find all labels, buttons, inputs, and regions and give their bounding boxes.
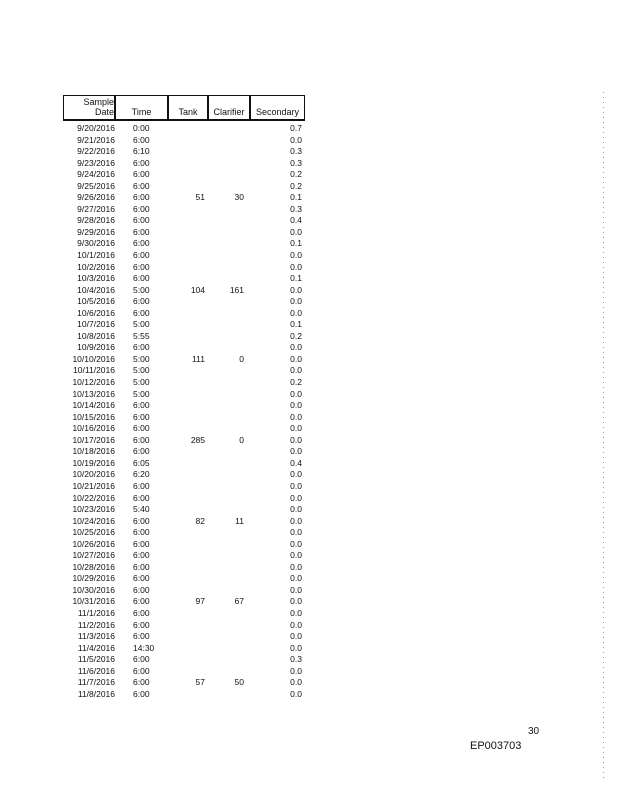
cell-time: 6:00: [133, 596, 150, 607]
cell-time: 6:00: [133, 203, 150, 214]
cell-date: 10/9/2016: [77, 342, 115, 353]
table-row: [63, 666, 305, 678]
cell-time: 6:00: [133, 654, 150, 665]
cell-date: 11/2/2016: [77, 619, 115, 630]
cell-date: 10/22/2016: [72, 492, 115, 503]
cell-time: 5:40: [133, 504, 150, 515]
cell-secondary: 0.0: [290, 642, 302, 653]
table-row: [63, 146, 305, 158]
cell-date: 10/6/2016: [77, 307, 115, 318]
cell-date: 10/12/2016: [72, 377, 115, 388]
cell-secondary: 0.7: [290, 123, 302, 133]
table-header: [63, 95, 305, 123]
header-tank: Tank: [168, 95, 208, 121]
cell-time: 6:00: [133, 584, 150, 595]
cell-date: 9/21/2016: [77, 134, 115, 145]
cell-tank: 111: [192, 353, 205, 364]
cell-secondary: 0.0: [290, 550, 302, 561]
cell-time: 6:00: [133, 688, 150, 699]
cell-date: 10/21/2016: [72, 480, 115, 491]
cell-clarifier: 161: [229, 284, 244, 295]
cell-date: 10/11/2016: [73, 365, 115, 376]
cell-date: 10/18/2016: [72, 446, 115, 457]
cell-time: 6:00: [133, 677, 150, 688]
table-row: [63, 493, 305, 505]
table-row: [63, 192, 305, 204]
cell-date: 9/25/2016: [77, 180, 115, 191]
table-row: [63, 562, 305, 574]
cell-time: 5:00: [133, 388, 150, 399]
cell-time: 6:10: [133, 146, 150, 157]
table-row: [63, 504, 305, 516]
table-row: [63, 527, 305, 539]
cell-date: 10/7/2016: [77, 319, 115, 330]
cell-time: 5:00: [133, 365, 150, 376]
cell-secondary: 0.0: [290, 596, 302, 607]
cell-date: 10/27/2016: [72, 550, 115, 561]
cell-time: 6:00: [133, 411, 150, 422]
table-row: [63, 677, 305, 689]
table-body: [63, 123, 305, 700]
cell-time: 6:00: [133, 226, 150, 237]
table-row: [63, 539, 305, 551]
cell-time: 6:00: [133, 238, 150, 249]
table-row: [63, 481, 305, 493]
cell-secondary: 0.0: [290, 607, 302, 618]
cell-secondary: 0.0: [290, 400, 302, 411]
cell-time: 6:00: [133, 180, 150, 191]
table-row: [63, 296, 305, 308]
cell-time: 6:00: [133, 480, 150, 491]
page-edge-divider: [603, 92, 604, 782]
cell-date: 10/17/2016: [72, 434, 115, 445]
cell-clarifier: 30: [234, 192, 244, 203]
cell-secondary: 0.0: [290, 261, 302, 272]
cell-date: 9/28/2016: [77, 215, 115, 226]
cell-time: 6:00: [133, 342, 150, 353]
cell-date: 10/2/2016: [77, 261, 115, 272]
cell-date: 11/1/2016: [77, 607, 115, 618]
cell-secondary: 0.0: [290, 504, 302, 515]
cell-date: 9/30/2016: [77, 238, 115, 249]
cell-date: 9/24/2016: [77, 169, 115, 180]
cell-date: 10/4/2016: [77, 284, 115, 295]
cell-secondary: 0.0: [290, 480, 302, 491]
page-number: 30: [528, 726, 540, 737]
cell-tank: 57: [195, 677, 205, 688]
cell-time: 6:00: [133, 400, 150, 411]
cell-secondary: 0.0: [290, 584, 302, 595]
cell-date: 10/5/2016: [77, 296, 115, 307]
cell-secondary: 0.1: [290, 273, 302, 284]
table-row: [63, 469, 305, 481]
table-row: [63, 620, 305, 632]
cell-secondary: 0.1: [290, 192, 302, 203]
cell-secondary: 0.2: [290, 169, 302, 180]
cell-date: 11/4/2016: [77, 642, 115, 653]
cell-secondary: 0.0: [290, 527, 302, 538]
table-row: [63, 169, 305, 181]
cell-time: 5:00: [133, 319, 150, 330]
cell-secondary: 0.0: [290, 423, 302, 434]
cell-tank: 285: [190, 434, 205, 445]
cell-secondary: 0.1: [290, 238, 302, 249]
table-row: [63, 158, 305, 170]
cell-secondary: 0.0: [290, 515, 302, 526]
cell-time: 6:05: [133, 457, 150, 468]
cell-secondary: 0.0: [290, 677, 302, 688]
table-row: [63, 631, 305, 643]
table-row: [63, 608, 305, 620]
cell-secondary: 0.0: [290, 226, 302, 237]
cell-secondary: 0.0: [290, 307, 302, 318]
table-row: [63, 273, 305, 285]
table-row: [63, 285, 305, 297]
cell-date: 9/29/2016: [77, 226, 115, 237]
table-row: [63, 365, 305, 377]
cell-secondary: 0.0: [290, 573, 302, 584]
table-row: [63, 308, 305, 320]
cell-date: 10/29/2016: [72, 573, 115, 584]
cell-tank: 51: [195, 192, 205, 203]
cell-time: 6:00: [133, 423, 150, 434]
cell-secondary: 0.4: [290, 215, 302, 226]
cell-date: 10/10/2016: [72, 353, 115, 364]
cell-secondary: 0.3: [290, 146, 302, 157]
table-row: [63, 689, 305, 701]
table-row: [63, 423, 305, 435]
table-row: [63, 204, 305, 216]
cell-date: 10/23/2016: [72, 504, 115, 515]
cell-secondary: 0.0: [290, 342, 302, 353]
cell-time: 6:20: [133, 469, 150, 480]
cell-date: 11/7/2016: [77, 677, 115, 688]
table-row: [63, 250, 305, 262]
cell-date: 10/30/2016: [72, 584, 115, 595]
cell-tank: 104: [190, 284, 205, 295]
cell-date: 10/28/2016: [72, 561, 115, 572]
document-id: EP003703: [470, 740, 522, 752]
cell-time: 14:30: [133, 642, 155, 653]
cell-date: 10/13/2016: [72, 388, 115, 399]
cell-date: 11/5/2016: [77, 654, 115, 665]
table-row: [63, 354, 305, 366]
cell-date: 10/14/2016: [72, 400, 115, 411]
cell-date: 10/16/2016: [72, 423, 115, 434]
cell-time: 5:00: [133, 353, 150, 364]
header-clarifier: Clarifier: [208, 95, 250, 121]
cell-tank: 97: [195, 596, 205, 607]
cell-time: 6:00: [133, 307, 150, 318]
cell-tank: 82: [195, 515, 205, 526]
cell-clarifier: 11: [235, 515, 244, 526]
table-row: [63, 458, 305, 470]
cell-secondary: 0.0: [290, 134, 302, 145]
cell-date: 10/20/2016: [72, 469, 115, 480]
cell-date: 9/27/2016: [77, 203, 115, 214]
cell-time: 6:00: [133, 561, 150, 572]
table-row: [63, 123, 305, 135]
header-sample-date: [63, 95, 115, 121]
data-table: [63, 95, 305, 700]
cell-date: 11/3/2016: [77, 631, 115, 642]
cell-time: 6:00: [133, 169, 150, 180]
cell-secondary: 0.4: [290, 457, 302, 468]
cell-time: 5:00: [133, 284, 150, 295]
cell-time: 6:00: [133, 492, 150, 503]
table-row: [63, 377, 305, 389]
cell-secondary: 0.0: [290, 469, 302, 480]
cell-time: 6:00: [133, 273, 150, 284]
cell-secondary: 0.0: [290, 561, 302, 572]
cell-date: 10/8/2016: [77, 330, 115, 341]
cell-time: 6:00: [133, 619, 150, 630]
table-row: [63, 585, 305, 597]
cell-date: 10/1/2016: [77, 250, 115, 261]
table-row: [63, 342, 305, 354]
cell-date: 9/23/2016: [77, 157, 115, 168]
table-row: [63, 400, 305, 412]
cell-secondary: 0.0: [290, 631, 302, 642]
cell-time: 6:00: [133, 250, 150, 261]
cell-secondary: 0.0: [290, 492, 302, 503]
table-row: [63, 643, 305, 655]
header-time: Time: [115, 95, 168, 121]
cell-time: 6:00: [133, 631, 150, 642]
table-row: [63, 435, 305, 447]
cell-time: 6:00: [133, 550, 150, 561]
cell-secondary: 0.3: [290, 654, 302, 665]
table-row: [63, 227, 305, 239]
cell-clarifier: 50: [234, 677, 244, 688]
table-row: [63, 215, 305, 227]
cell-date: 10/15/2016: [72, 411, 115, 422]
cell-secondary: 0.0: [290, 665, 302, 676]
header-date-line2: Date: [94, 107, 114, 117]
cell-clarifier: 0: [239, 353, 244, 364]
cell-secondary: 0.0: [290, 411, 302, 422]
table-row: [63, 516, 305, 528]
cell-secondary: 0.0: [290, 284, 302, 295]
cell-time: 6:00: [133, 192, 150, 203]
table-row: [63, 331, 305, 343]
cell-date: 11/8/2016: [77, 688, 115, 699]
table-row: [63, 573, 305, 585]
cell-date: 9/26/2016: [77, 192, 115, 203]
table-row: [63, 319, 305, 331]
cell-date: 10/31/2016: [72, 596, 115, 607]
cell-time: 6:00: [133, 527, 150, 538]
cell-secondary: 0.0: [290, 619, 302, 630]
cell-secondary: 0.0: [290, 296, 302, 307]
cell-time: 6:00: [133, 434, 150, 445]
table-row: [63, 550, 305, 562]
cell-date: 9/22/2016: [77, 146, 115, 157]
cell-date: 10/26/2016: [72, 538, 115, 549]
table-row: [63, 596, 305, 608]
cell-date: 10/24/2016: [72, 515, 115, 526]
cell-time: 6:00: [133, 157, 150, 168]
cell-clarifier: 67: [234, 596, 244, 607]
table-row: [63, 135, 305, 147]
header-secondary: Secondary: [250, 95, 305, 121]
table-row: [63, 181, 305, 193]
cell-secondary: 0.0: [290, 538, 302, 549]
table-row: [63, 654, 305, 666]
cell-date: 10/3/2016: [77, 273, 115, 284]
cell-clarifier: 0: [239, 434, 244, 445]
table-row: [63, 262, 305, 274]
cell-secondary: 0.0: [290, 250, 302, 261]
cell-time: 6:00: [133, 134, 150, 145]
cell-time: 6:00: [133, 296, 150, 307]
table-row: [63, 238, 305, 250]
cell-time: 6:00: [133, 573, 150, 584]
cell-secondary: 0.2: [290, 330, 302, 341]
table-row: [63, 446, 305, 458]
cell-time: 6:00: [133, 538, 150, 549]
cell-secondary: 0.0: [290, 353, 302, 364]
cell-secondary: 0.3: [290, 157, 302, 168]
cell-time: 6:00: [133, 446, 150, 457]
cell-time: 6:00: [133, 215, 150, 226]
cell-date: 9/20/2016: [77, 123, 115, 133]
cell-secondary: 0.0: [290, 446, 302, 457]
cell-date: 10/19/2016: [72, 457, 115, 468]
cell-date: 11/6/2016: [77, 665, 115, 676]
cell-time: 5:00: [133, 377, 150, 388]
header-date-line1: Sample: [83, 97, 114, 107]
cell-date: 10/25/2016: [72, 527, 115, 538]
cell-secondary: 0.1: [290, 319, 302, 330]
cell-time: 6:00: [133, 261, 150, 272]
cell-secondary: 0.2: [290, 377, 302, 388]
cell-time: 5:55: [133, 330, 150, 341]
cell-time: 0:00: [133, 123, 150, 133]
cell-secondary: 0.2: [290, 180, 302, 191]
cell-time: 6:00: [133, 665, 150, 676]
cell-time: 6:00: [133, 515, 150, 526]
table-row: [63, 389, 305, 401]
cell-time: 6:00: [133, 607, 150, 618]
cell-secondary: 0.0: [290, 365, 302, 376]
cell-secondary: 0.0: [290, 688, 302, 699]
cell-secondary: 0.3: [290, 203, 302, 214]
table-row: [63, 412, 305, 424]
cell-secondary: 0.0: [290, 388, 302, 399]
cell-secondary: 0.0: [290, 434, 302, 445]
